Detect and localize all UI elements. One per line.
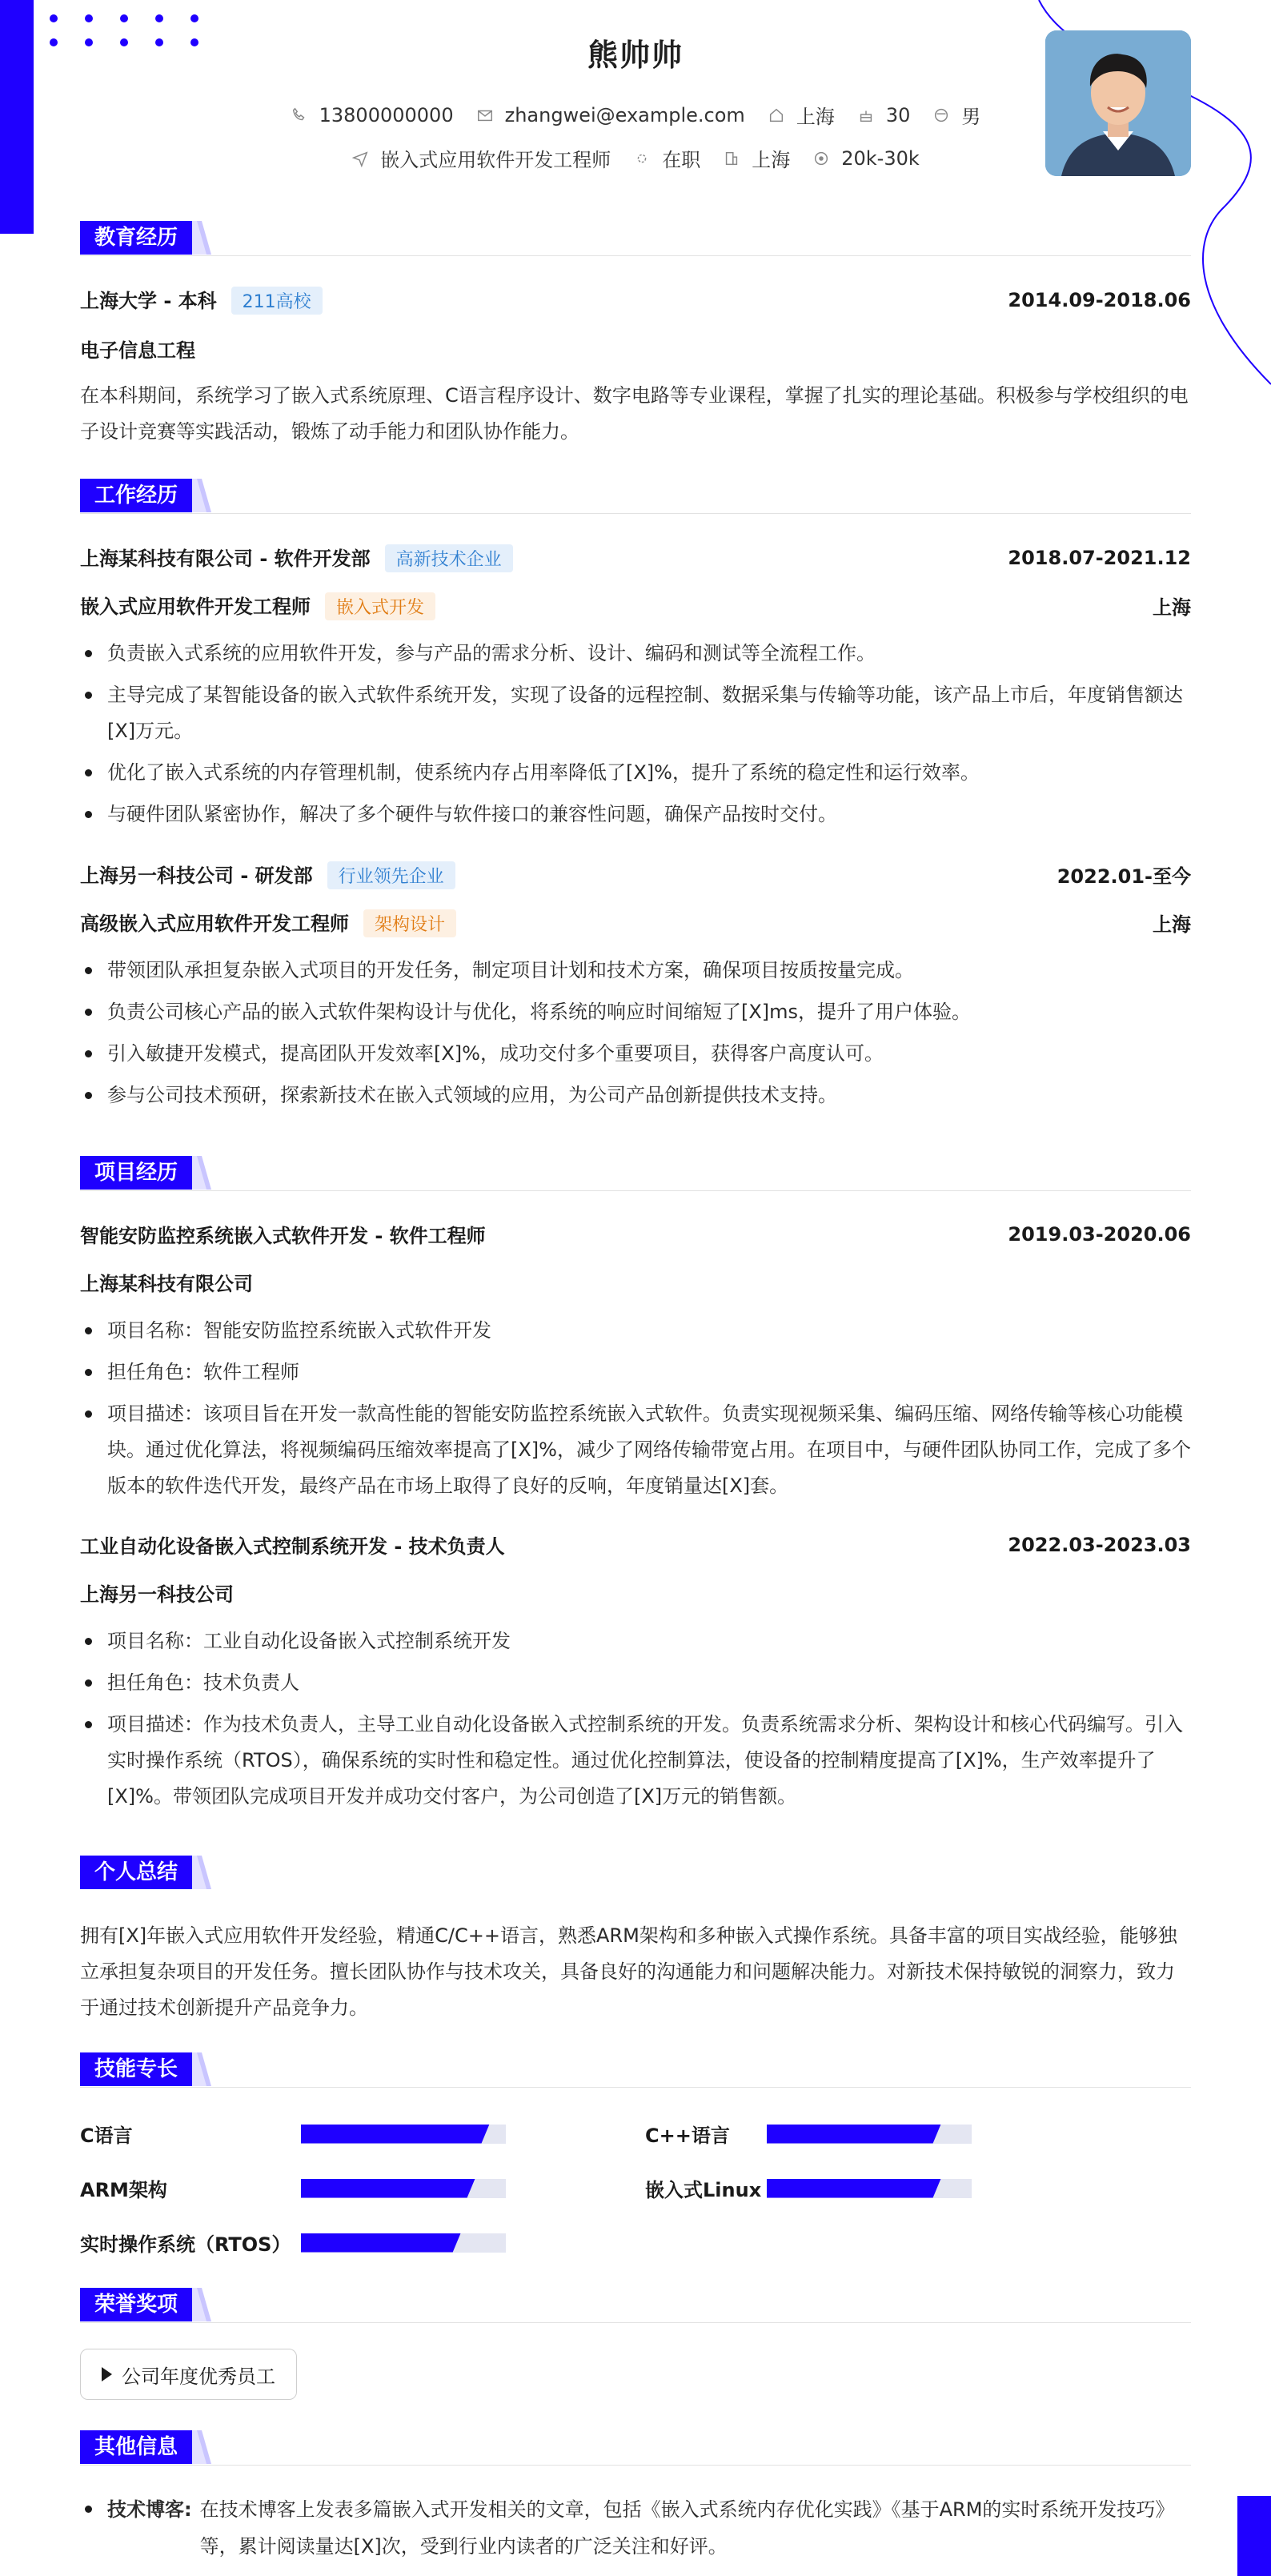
section-title: 工作经历 [80,479,192,512]
list-item: 优化了嵌入式系统的内存管理机制，使系统内存占用率降低了[X]%，提升了系统的稳定性和运行效率。 [80,755,1191,791]
education-date: 2014.09-2018.06 [1008,288,1191,311]
target-job-value: 嵌入式应用软件开发工程师 [380,149,611,171]
section-tail [192,1156,216,1190]
cake-icon [857,106,875,124]
list-item: 项目名称：工业自动化设备嵌入式控制系统开发 [80,1623,1191,1659]
other-value: 在技术博客上发表多篇嵌入式开发相关的文章，包括《嵌入式系统内存优化实践》《基于ARM的实时系统开发技巧》等，累计阅读量达[X]次，受到行业内读者的广泛关注和好评。 [199,2498,1175,2558]
list-item: 担任角色：技术负责人 [80,1665,1191,1701]
section-divider [80,1190,1191,1191]
list-item: 项目描述：该项目旨在开发一款高性能的智能安防监控系统嵌入式软件。负责实现视频采集、编码压缩、网络传输等核心功能模块。通过优化算法，将视频编码压缩效率提高了[X]%，减少了网络传输带宽占用。在项目中，与硬件团队协同工作，完成了多个版本的软件迭代开发，最终产品在市场上取得了良好的反响，年度销量达[X]套。 [80,1396,1191,1504]
summary-text: 拥有[X]年嵌入式应用软件开发经验，精通C/C++语言，熟悉ARM架构和多种嵌入式操作系统。具备丰富的项目实战经验，能够独立承担复杂项目的开发任务。擅长团队协作与技术攻关，具备良好的沟通能力和问题解决能力。对新技术保持敏锐的洞察力，致力于通过技术创新提升产品竞争力。 [80,1924,1177,2019]
other-key: 技术博客: [107,2498,192,2521]
building-icon [723,150,740,167]
decor-bar-right [1237,2496,1271,2576]
decor-dot [120,14,128,22]
work-2-bullets [80,953,1191,1119]
project-name: 智能安防监控系统嵌入式软件开发 - 软件工程师 [80,1225,486,1247]
decor-bar-left [0,0,34,234]
list-item: 与硬件团队紧密协作，解决了多个硬件与软件接口的兼容性问题，确保产品按时交付。 [80,796,1191,833]
company-name: 上海另一科技公司 - 研发部 [80,865,313,887]
list-item: 担任角色：软件工程师 [80,1354,1191,1390]
education-major-row [80,335,1191,363]
decor-dot [50,14,58,22]
list-item: 负责公司核心产品的嵌入式软件架构设计与优化，将系统的响应时间缩短了[X]ms，提升了用户体验。 [80,994,1191,1030]
section-tail [192,1856,216,1889]
work-title [80,591,435,620]
list-item: 参与公司技术预研，探索新技术在嵌入式领域的应用，为公司产品创新提供技术支持。 [80,1077,1191,1113]
award-item [80,2349,297,2400]
skill-name: 嵌入式Linux [645,2179,762,2201]
job-title: 嵌入式应用软件开发工程师 [80,596,311,618]
list-item [80,2491,1191,2565]
work-city: 上海 [1153,596,1191,619]
gear-icon [633,150,651,167]
skill-name: ARM架构 [80,2179,167,2201]
gender-value: 男 [961,106,981,128]
section-title: 其他信息 [80,2430,192,2464]
award-label: 公司年度优秀员工 [122,2365,275,2388]
work-title [80,908,456,937]
other-info-list [80,2491,1191,2565]
list-item: 带领团队承担复杂嵌入式项目的开发任务，制定项目计划和技术方案，确保项目按质按量完成。 [80,953,1191,989]
send-icon [351,150,369,167]
work-date: 2018.07-2021.12 [1008,546,1191,569]
project-1-company-row [80,1268,1191,1296]
work-date: 2022.01-至今 [1056,865,1191,888]
skill-name: 实时操作系统（RTOS） [80,2233,291,2256]
project-name: 工业自动化设备嵌入式控制系统开发 - 技术负责人 [80,1535,505,1558]
skill-name: C++语言 [645,2125,730,2147]
project-company: 上海某科技有限公司 [80,1273,253,1295]
work-1-title-row [80,591,1191,620]
company-tag: 高新技术企业 [385,544,513,572]
section-other-header [80,2430,1191,2466]
play-icon [102,2367,112,2381]
role-tag: 嵌入式开发 [325,592,435,620]
decor-dot [190,14,198,22]
section-divider [80,513,1191,514]
job-intent-row [80,144,1191,172]
work-2-title-row [80,908,1191,937]
gender-item [932,101,980,129]
education-row [80,285,1191,315]
skill-item [80,2229,506,2257]
education-major: 电子信息工程 [80,339,195,362]
school-tag: 211高校 [231,287,323,315]
skill-bar-fill [301,2179,475,2198]
section-tail [192,2052,216,2086]
section-tail [192,479,216,512]
section-tail [192,2288,216,2321]
section-divider [80,255,1191,256]
skill-item [645,2120,972,2148]
city-value: 上海 [796,106,835,128]
section-divider [80,2087,1191,2088]
project-1-bullets [80,1313,1191,1510]
phone-value: 13800000000 [319,103,454,126]
role-tag: 架构设计 [363,909,456,937]
decor-dot [85,14,93,22]
project-date: 2022.03-2023.03 [1008,1533,1191,1556]
salary-item [812,147,920,170]
target-job-item [351,144,611,172]
target-city-value: 上海 [752,149,791,171]
company-tag: 行业领先企业 [327,861,455,889]
skill-bar [301,2179,506,2198]
work-1-header [80,543,1191,572]
section-projects-header [80,1156,1191,1191]
project-company: 上海另一科技公司 [80,1583,234,1606]
skill-item [645,2174,972,2202]
school-name: 上海大学 - 本科 [80,290,217,312]
skill-bar-fill [301,2233,461,2253]
phone-icon [291,106,308,124]
project-2-company-row [80,1579,1191,1607]
decor-dot [50,38,58,46]
list-item: 项目描述：作为技术负责人，主导工业自动化设备嵌入式控制系统的开发。负责系统需求分析、架构设计和核心代码编写。引入实时操作系统（RTOS），确保系统的实时性和稳定性。通过优化控制算法，使设备的控制精度提高了[X]%，生产效率提升了[X]%。带领团队完成项目开发并成功交付客户，为公司创造了[X]万元的销售额。 [80,1707,1191,1815]
list-item: 引入敏捷开发模式，提高团队开发效率[X]%，成功交付多个重要项目，获得客户高度认可。 [80,1036,1191,1072]
project-1-header [80,1220,1191,1248]
skill-item [80,2120,506,2148]
email-value: zhangwei@example.com [504,103,745,126]
age-item [857,104,911,126]
work-company [80,543,513,572]
section-work-header [80,479,1191,514]
project-2-bullets [80,1623,1191,1820]
candidate-name: 熊帅帅 [587,38,684,73]
section-tail [192,221,216,255]
education-school [80,285,323,315]
work-city: 上海 [1153,913,1191,936]
education-description: 在本科期间，系统学习了嵌入式系统原理、C语言程序设计、数字电路等专业课程，掌握了扎实的理论基础。积极参与学校组织的电子设计竞赛等实践活动，锻炼了动手能力和团队协作能力。 [80,384,1189,443]
company-name: 上海某科技有限公司 - 软件开发部 [80,548,371,570]
work-2-header [80,860,1191,889]
section-title: 荣誉奖项 [80,2288,192,2321]
user-icon [932,106,950,124]
list-item: 负责嵌入式系统的应用软件开发，参与产品的需求分析、设计、编码和测试等全流程工作。 [80,636,1191,672]
avatar [1045,30,1191,176]
section-awards-header [80,2288,1191,2323]
section-title: 个人总结 [80,1856,192,1889]
skill-bar-fill [767,2179,941,2198]
home-icon [768,106,785,124]
skill-bar-fill [301,2125,490,2144]
work-company [80,860,455,889]
project-2-header [80,1531,1191,1559]
section-education-header [80,221,1191,256]
section-divider [80,2465,1191,2466]
section-title: 技能专长 [80,2052,192,2086]
status-value: 在职 [662,149,701,171]
section-summary-header [80,1856,1191,1891]
section-divider [80,2322,1191,2323]
decor-dot [155,14,163,22]
skill-bar [767,2125,972,2144]
salary-value: 20k-30k [841,146,920,170]
target-city-item [723,144,790,172]
skill-item [80,2174,506,2202]
mail-icon [476,106,494,124]
skill-bar [767,2179,972,2198]
status-item [633,144,700,172]
work-1-bullets [80,636,1191,838]
skill-bar [301,2233,506,2253]
section-title: 项目经历 [80,1156,192,1190]
skill-name: C语言 [80,2125,133,2147]
list-item: 主导完成了某智能设备的嵌入式软件系统开发，实现了设备的远程控制、数据采集与传输等功能，该产品上市后，年度销售额达[X]万元。 [80,677,1191,749]
email-item [476,104,745,126]
phone-item [291,104,454,126]
project-date: 2019.03-2020.06 [1008,1222,1191,1246]
coin-icon [812,150,830,167]
section-tail [192,2430,216,2464]
skill-bar-fill [767,2125,941,2144]
basic-info-row [80,101,1191,129]
list-item: 项目名称：智能安防监控系统嵌入式软件开发 [80,1313,1191,1349]
section-skills-header [80,2052,1191,2088]
skill-bar [301,2125,506,2144]
section-title: 教育经历 [80,221,192,255]
job-title: 高级嵌入式应用软件开发工程师 [80,913,349,935]
city-item [768,101,835,129]
age-value: 30 [885,103,911,126]
